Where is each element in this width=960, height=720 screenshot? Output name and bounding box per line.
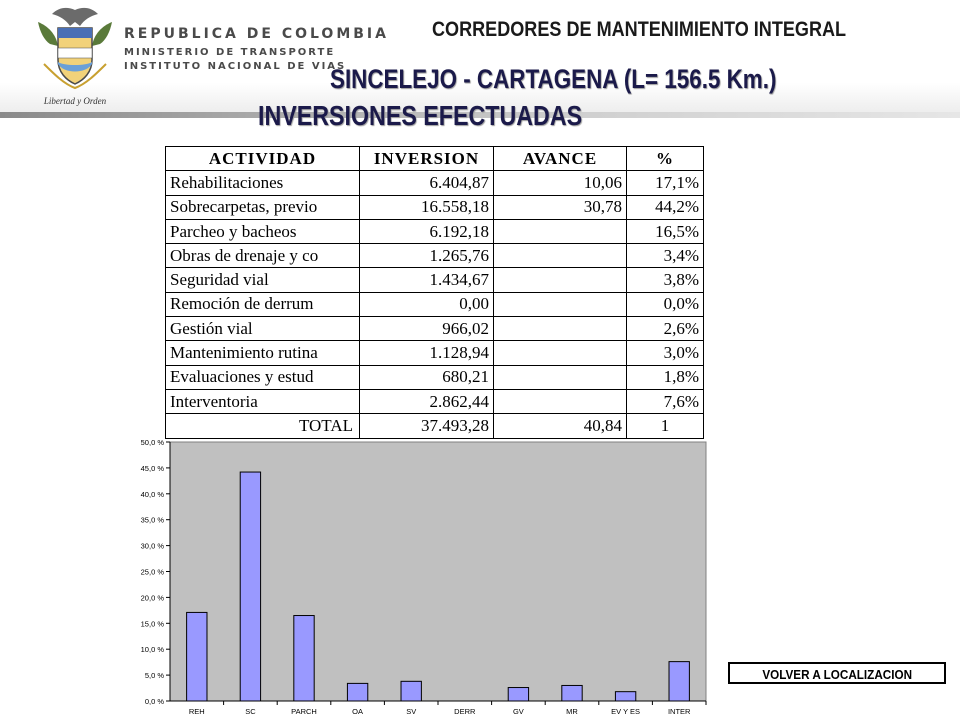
bar-sv — [401, 681, 421, 701]
x-tick-label: GV — [512, 707, 524, 716]
table-header-row — [166, 147, 704, 171]
activity-cell: Evaluaciones y estud — [166, 365, 360, 389]
inversion-cell: 966,02 — [360, 317, 494, 341]
activity-cell: Gestión vial — [166, 317, 360, 341]
total-avance: 40,84 — [494, 414, 627, 438]
x-tick-label: PARCH — [291, 707, 317, 716]
table-row — [166, 268, 704, 292]
table-row — [166, 389, 704, 413]
column-header-actividad: ACTIVIDAD — [166, 147, 360, 171]
table-row — [166, 341, 704, 365]
column-header-percent: % — [627, 147, 704, 171]
table-row — [166, 317, 704, 341]
x-tick-label: EV Y ES — [611, 707, 641, 716]
republic-name: REPUBLICA DE COLOMBIA — [124, 26, 389, 42]
total-label: TOTAL — [166, 414, 360, 438]
percent-cell: 16,5% — [627, 219, 704, 243]
back-to-location-button[interactable] — [728, 662, 946, 684]
ministry-name: MINISTERIO DE TRANSPORTE — [124, 47, 336, 58]
y-tick-label: 50,0 % — [140, 438, 164, 447]
percent-cell: 2,6% — [627, 317, 704, 341]
avance-cell: 30,78 — [494, 195, 627, 219]
inversion-cell: 2.862,44 — [360, 389, 494, 413]
x-tick-label: DERR — [454, 707, 476, 716]
bar-sc — [240, 472, 260, 701]
table-row — [166, 292, 704, 316]
table-row — [166, 171, 704, 195]
inversion-cell: 1.265,76 — [360, 244, 494, 268]
bar-gv — [508, 688, 528, 701]
percent-cell: 3,0% — [627, 341, 704, 365]
activity-cell: Rehabilitaciones — [166, 171, 360, 195]
activity-cell: Seguridad vial — [166, 268, 360, 292]
inversion-cell: 1.434,67 — [360, 268, 494, 292]
inversion-cell: 6.192,18 — [360, 219, 494, 243]
total-percent: 1 — [627, 414, 704, 438]
x-tick-label: REH — [188, 707, 205, 716]
table-row — [166, 365, 704, 389]
x-tick-label: SV — [406, 707, 417, 716]
activity-cell: Interventoria — [166, 389, 360, 413]
y-tick-label: 20,0 % — [140, 593, 164, 603]
bar-reh — [187, 612, 207, 701]
activity-cell: Sobrecarpetas, previo — [166, 195, 360, 219]
avance-cell — [494, 341, 627, 365]
percent-cell: 3,4% — [627, 244, 704, 268]
logo-caption: Libertad y Orden — [43, 96, 107, 106]
avance-cell — [494, 244, 627, 268]
x-tick-label: MR — [566, 707, 578, 716]
percent-cell: 3,8% — [627, 268, 704, 292]
bar-oa — [347, 683, 367, 701]
bar-parch — [294, 616, 314, 701]
inversion-cell: 1.128,94 — [360, 341, 494, 365]
institute-name: INSTITUTO NACIONAL DE VIAS — [124, 61, 347, 72]
inversion-cell: 6.404,87 — [360, 171, 494, 195]
y-tick-label: 15,0 % — [140, 619, 164, 629]
avance-cell — [494, 219, 627, 243]
percent-cell: 0,0% — [627, 292, 704, 316]
y-tick-label: 10,0 % — [140, 645, 164, 655]
inversion-cell: 0,00 — [360, 292, 494, 316]
y-tick-label: 25,0 % — [140, 567, 164, 577]
table-row — [166, 219, 704, 243]
investments-table — [165, 146, 704, 439]
bar-mr — [562, 685, 582, 701]
activity-cell: Obras de drenaje y co — [166, 244, 360, 268]
bar-ev-y-es — [615, 692, 635, 701]
y-tick-label: 45,0 % — [140, 463, 164, 473]
activity-cell: Remoción de derrum — [166, 292, 360, 316]
investment-percentage-bar-chart — [118, 432, 718, 720]
chart-y-axis — [141, 438, 170, 706]
column-header-inversion: INVERSION — [360, 147, 494, 171]
x-tick-label: OA — [352, 707, 364, 716]
avance-cell — [494, 389, 627, 413]
y-tick-label: 5,0 % — [144, 671, 164, 681]
program-title: CORREDORES DE MANTENIMIENTO INTEGRAL — [432, 18, 847, 41]
activity-cell: Parcheo y bacheos — [166, 219, 360, 243]
back-to-location-label: VOLVER A LOCALIZACION — [762, 667, 912, 682]
table-row — [166, 195, 704, 219]
bar-inter — [669, 662, 689, 701]
avance-cell — [494, 268, 627, 292]
total-inversion: 37.493,28 — [360, 414, 494, 438]
avance-cell — [494, 365, 627, 389]
y-tick-label: 30,0 % — [140, 541, 164, 551]
y-tick-label: 0,0 % — [144, 697, 164, 706]
x-tick-label: SC — [245, 707, 256, 716]
route-title: SINCELEJO - CARTAGENA (L= 156.5 Km.) — [330, 64, 777, 94]
chart-x-axis — [170, 701, 706, 716]
table-row — [166, 244, 704, 268]
avance-cell: 10,06 — [494, 171, 627, 195]
colombia-coat-of-arms-logo — [30, 4, 120, 108]
percent-cell: 7,6% — [627, 389, 704, 413]
x-tick-label: INTER — [667, 707, 691, 716]
column-header-avance: AVANCE — [494, 147, 627, 171]
percent-cell: 17,1% — [627, 171, 704, 195]
inversion-cell: 16.558,18 — [360, 195, 494, 219]
avance-cell — [494, 292, 627, 316]
y-tick-label: 35,0 % — [140, 515, 164, 525]
avance-cell — [494, 317, 627, 341]
inversion-cell: 680,21 — [360, 365, 494, 389]
percent-cell: 44,2% — [627, 195, 704, 219]
percent-cell: 1,8% — [627, 365, 704, 389]
page-title: INVERSIONES EFECTUADAS — [258, 100, 583, 131]
y-tick-label: 40,0 % — [140, 489, 164, 499]
activity-cell: Mantenimiento rutina — [166, 341, 360, 365]
